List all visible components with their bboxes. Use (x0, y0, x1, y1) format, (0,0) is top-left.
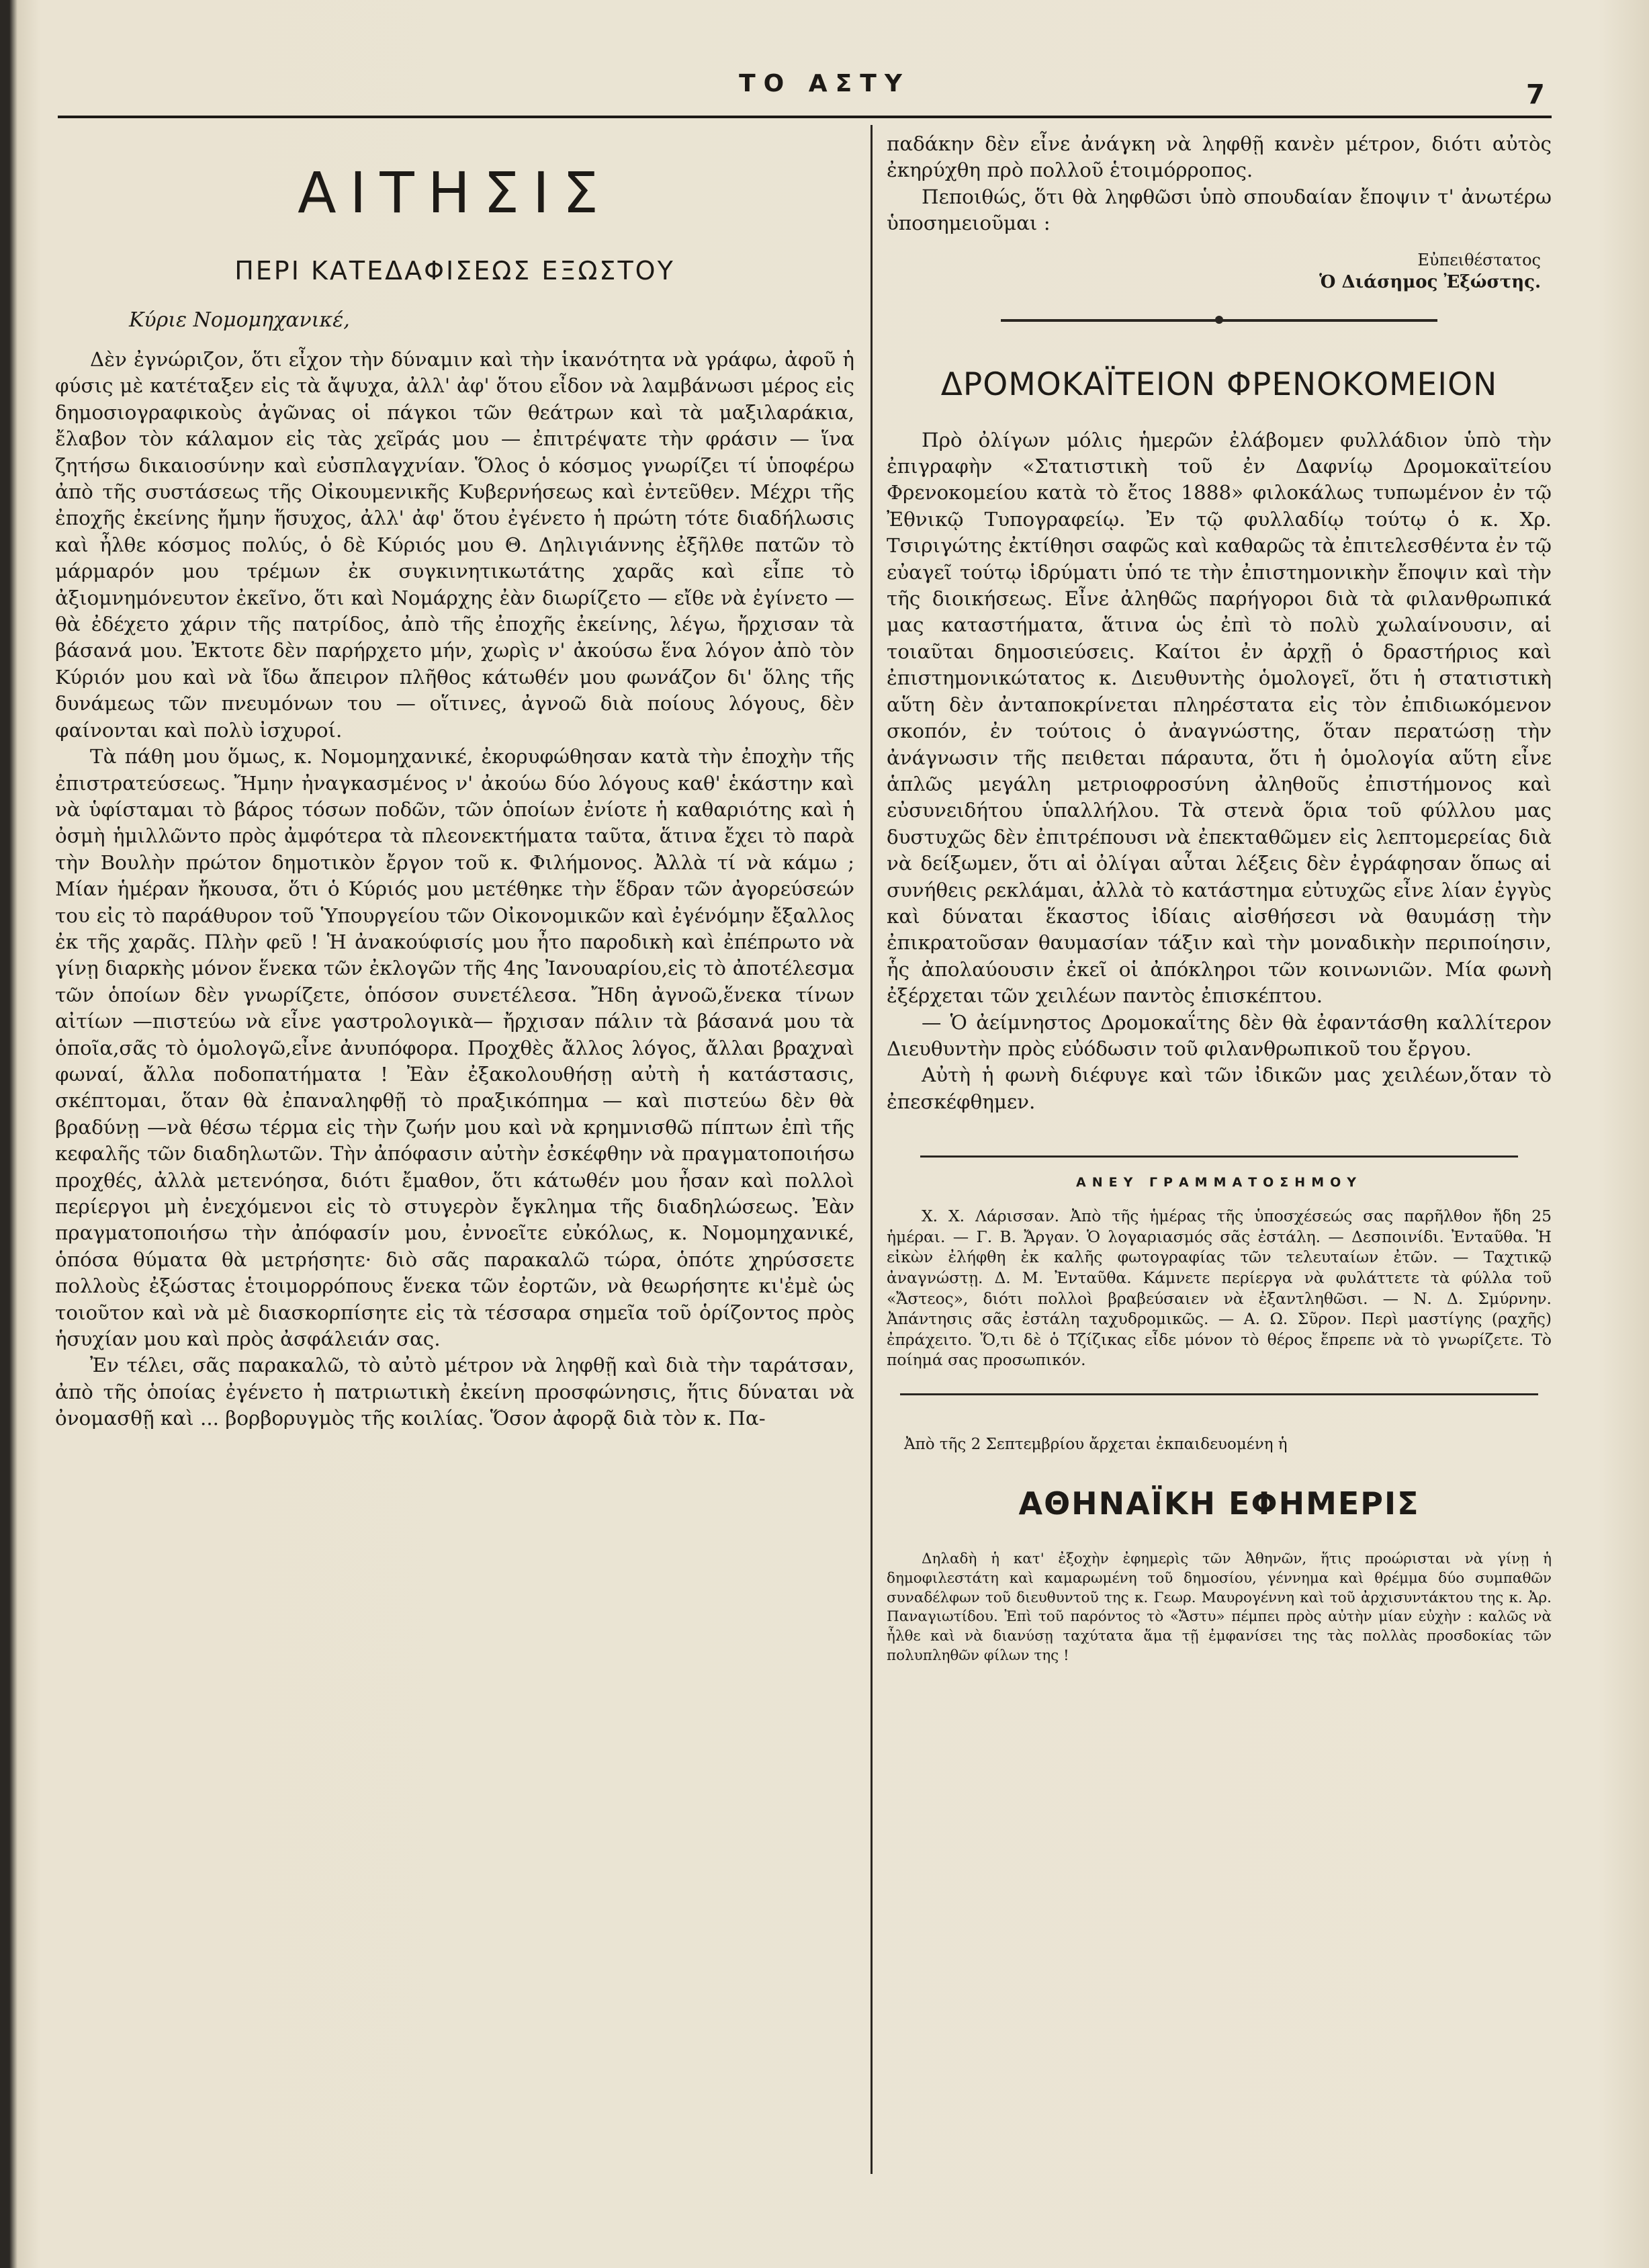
newspaper-ad-text: Δηλαδὴ ἡ κατ' ἐξοχὴν ἐφημερὶς τῶν Ἀθηνῶν, ἥτις προώρισται νὰ γίνῃ ἡ δημοφιλεστάτη καὶ καμαρωμένη τοῦ δημοσίου, γέννημα καὶ θρέμμα δύο συμπαθῶν συναδέλφων τοῦ διευθυντοῦ της κ. Γεωρ. Μαυρογέννη καὶ τοῦ ἀρχισυντάκτου της κ. Ἀρ. Παναγιωτίδου. Ἐπὶ τοῦ παρόντος τὸ «Ἄστυ» πέμπει πρὸς αὐτὴν μίαν εὐχὴν : καλῶς νὰ ἦλθε καὶ νὰ διανύσῃ ταχύτατα ἅμα τῇ ἐμφανίσει της τὰς πολλὰς προσδοκίας τῶν πολυπληθῶν φίλων της ! (887, 1550, 1552, 1664)
running-head: ΤΟ ΑΣΤΥ (739, 70, 910, 97)
header-rule (58, 116, 1552, 118)
signoff-line: Εὐπειθέστατος (1417, 250, 1541, 269)
petition-paragraph: Δὲν ἐγνώριζον, ὅτι εἶχον τὴν δύναμιν καὶ τὴν ἱκανότητα νὰ γράφω, ἀφοῦ ἡ φύσις μὲ κατέταξεν εἰς τὰ ἄψυχα, ἀλλ' ἀφ' ὅτου εἶδον νὰ λαμβάνωσι μέρος εἰς δημοσιογραφικοὺς ἀγῶνας οἱ πάγκοι τῶν θεάτρων καὶ τὰ μαξιλαράκια, ἔλαβον τὸν κάλαμον εἰς τὰς χεῖράς μου — ἐπιτρέψατε τὴν φράσιν — ἵνα ζητήσω δικαιοσύνην καὶ εὐσπλαγχνίαν. Ὅλος ὁ κόσμος γνωρίζει τί ὑποφέρω ἀπὸ τῆς συστάσεως τῆς Οἰκουμενικῆς Κυβερνήσεως καὶ ἐντεῦθεν. Μέχρι τῆς ἐποχῆς ἐκείνης ἤμην ἥσυχος, ἀλλ' ἀφ' ὅτου ἐγένετο ἡ πρώτη τότε διαδήλωσις καὶ ἦλθε κόσμος πολύς, ὁ δὲ Κύριός μου Θ. Δηλιγιάννης ἐξῆλθε πατῶν τὸ μάρμαρόν μου τρέμων ἐκ συγκινητικωτάτης χαρᾶς καὶ εἶπε τὸ ἀξιομνημόνευτον ἐκεῖνο, ὅτι καὶ Νομάρχης ἐὰν διωρίζετο — εἴθε νὰ ἐγίνετο — θὰ ἐδέχετο χάριν τῆς πατρίδος, ἀπὸ τῆς ἐποχῆς ἐκείνης, λέγω, ἤρχισαν τὰ βάσανά μου. Ἐκτοτε δὲν παρήρχετο μήν, χωρὶς ν' ἀκούσω ἕνα λόγον ἀπὸ τὸν Κύριόν μου καὶ νὰ ἴδω ἄπειρον πλῆθος κάτωθέν μου φωνάζον δι' ὅλης τῆς δυνάμεως τῶν πνευμόνων του — οἵτινες, ἀγνοῶ διὰ ποίους λόγους, δὲν φαίνονται καὶ πολὺ ἰσχυροί. (55, 348, 854, 742)
correspondence-text: Χ. Χ. Λάρισσαν. Ἀπὸ τῆς ἡμέρας τῆς ὑποσχέσεώς σας παρῆλθον ἤδη 25 ἡμέραι. — Γ. Β. Ἄργαν. Ὁ λογαριασμός σᾶς ἐστάλη. — Δεσποινίδι. Ἐνταῦθα. Ἡ εἰκὼν ἐλήφθη ἐκ καλῆς φωτογραφίας τῶν τελευταίων ἐτῶν. — Ταχτικῷ ἀναγνώστῃ. Δ. Μ. Ἐνταῦθα. Κάμνετε περίεργα νὰ φυλάττετε τὰ φύλλα τοῦ «Ἄστεος», διότι πολλοὶ βραβεύσαιεν νὰ ἐξαντληθῶσι. — Ν. Δ. Σμύρνην. Ἀπάντησις σᾶς ἐστάλη ταχυδρομικῶς. — Α. Ω. Σῦρον. Περὶ μαστίγης (ραχῆς) ἐπράχειτο. Ὅ,τι δὲ ὁ Τζίζικας εἶδε μόνον τὸ θέρος ἔπρεπε νὰ τὸ γνωρίζετε. Τὸ ποίημά σας προσωπικόν. (887, 1207, 1552, 1370)
column-divider (871, 125, 873, 2174)
page-number: 7 (1526, 79, 1545, 110)
left-column (55, 131, 854, 1432)
signoff-signature: Ὁ Διάσημος Ἐξώστης. (1319, 271, 1541, 292)
asylum-paragraph: Αὐτὴ ἡ φωνὴ διέφυγε καὶ τῶν ἰδικῶν μας χειλέων,ὅταν τὸ ἐπεσκέφθημεν. (887, 1063, 1552, 1113)
section-separator (900, 1393, 1538, 1395)
separator-dot (1215, 316, 1223, 324)
section-separator (1001, 319, 1437, 322)
salutation: Κύριε Νομομηχανικέ, (129, 308, 350, 332)
asylum-paragraph: Πρὸ ὀλίγων μόλις ἡμερῶν ἐλάβομεν φυλλάδιον ὑπὸ τὴν ἐπιγραφὴν «Στατιστικὴ τοῦ ἐν Δαφνίῳ Δρομοκαϊτείου Φρενοκομείου κατὰ τὸ ἔτος 1888» φιλοκάλως τυπωμένον ἐν τῷ Ἐθνικῷ Τυπογραφείῳ. Ἐν τῷ φυλλαδίῳ τούτῳ ὁ κ. Χρ. Τσιριγώτης ἐκτίθησι σαφῶς καὶ καθαρῶς τὰ ἐπιτελεσθέντα ἐν τῷ εὐαγεῖ τούτῳ ἱδρύματι ὑπό τε τὴν ἐπιστημονικὴν ἔποψιν καὶ τὴν τῆς διοικήσεως. Εἶνε ἀληθῶς παρήγοροι διὰ τὰ φιλανθρωπικά μας καταστήματα, ἅτινα ὡς ἐπὶ τὸ πολὺ χωλαίνουσιν, αἱ τοιαῦται δημοσιεύσεις. Καίτοι ἐν ἀρχῇ ὁ δραστήριος καὶ ἐπιστημονικώτατος κ. Διευθυντὴς ὁμολογεῖ, ὅτι ἡ στατιστικὴ αὕτη δὲν ἀνταποκρίνεται πληρέστατα εἰς τὸν ἐπιδιωκόμενον σκοπόν, ἐν τούτοις ὁ ἀναγνώστης, ὅταν περατώσῃ τὴν ἀνάγνωσιν τῆς πειθεται πάραυτα, ὅτι ἡ ὁμολογία αὕτη εἶνε ἁπλῶς μεγάλη μετριοφροσύνη ἀληθοῦς ἐπιστήμονος καὶ εὐσυνειδήτου ὑπαλλήλου. Τὰ στενὰ ὅρια τοῦ φύλλου μας δυστυχῶς δὲν ἐπιτρέπουσι νὰ ἐπεκταθῶμεν εἰς λεπτομερείας διὰ νὰ δείξωμεν, ὅτι αἱ ὀλίγαι αὗται λέξεις δὲν ἐγράφησαν ὅπως αἱ συνήθεις ρεκλάμαι, ἀλλὰ τὸ κατάστημα εὐτυχῶς εἶνε λίαν ἐγγὺς καὶ δύναται ἕκαστος ἰδίαις αἰσθήσεσι νὰ θαυμάσῃ τὴν ἐπικρατοῦσαν θαυμασίαν τάξιν καὶ τὴν μοναδικὴν περιποίησιν, ἧς ἀπολαύουσιν ἐκεῖ οἱ ἀπόκληροι τῶν κοινωνιῶν. Μία φωνὴ ἐξέρχεται τῶν χειλέων παντὸς ἐπισκέπτου. (887, 428, 1552, 1008)
asylum-paragraph: — Ὁ ἀείμνηστος Δρομοκαΐτης δὲν θὰ ἐφαντάσθη καλλίτερον Διευθυντὴν πρὸς εὐόδωσιν τοῦ φιλανθρωπικοῦ του ἔργου. (887, 1010, 1552, 1060)
petition-title: ΑΙΤΗΣΙΣ (298, 160, 612, 226)
announcement-line: Ἀπὸ τῆς 2 Σεπτεμβρίου ἄρχεται ἐκπαιδευομένη ἡ (904, 1435, 1288, 1453)
correspondence-heading: ΑΝΕΥ ΓΡΑΜΜΑΤΟΣΗΜΟΥ (1075, 1175, 1363, 1190)
right-column (887, 131, 1552, 1666)
continued-paragraph: παδάκην δὲν εἶνε ἀνάγκη νὰ ληφθῇ κανὲν μέτρον, διότι αὐτὸς ἐκηρύχθη πρὸ πολλοῦ ἑτοιμόρροπος. (887, 132, 1552, 182)
petition-paragraph: Τὰ πάθη μου ὅμως, κ. Νομομηχανικέ, ἐκορυφώθησαν κατὰ τὴν ἐποχὴν τῆς ἐπιστρατεύσεως. Ἤμην ἠναγκασμένος ν' ἀκούω δύο λόγους καθ' ἑκάστην καὶ νὰ ὑφίσταμαι τὸ βάρος τόσων ποδῶν, τῶν ὁποίων ἐνίοτε ἡ καθαριότης καὶ ἡ ὀσμὴ ἡμιλλῶντο πρὸς ἀμφότερα τὰ πλεονεκτήματα ταῦτα, ἅτινα ἔχει τὸ παρὰ τὴν Βουλὴν πρώτον δημοτικὸν ἔργον τοῦ κ. Φιλήμονος. Ἀλλὰ τί νὰ κάμω ; Μίαν ἡμέραν ἤκουσα, ὅτι ὁ Κύριός μου μετέθηκε τὴν ἕδραν τῶν ἀγορεύσεών του εἰς τὸ παράθυρον τοῦ Ὑπουργείου τῶν Οἰκονομικῶν καὶ ἐγένόμην ἔξαλλος ἐκ τῆς χαρᾶς. Πλὴν φεῦ ! Ἡ ἀνακούφισίς μου ἦτο παροδικὴ καὶ ἐπέπρωτο νὰ γίνῃ διαρκὴς μόνον ἕνεκα τῶν ἐκλογῶν τῆς 4ης Ἰανουαρίου,εἰς τὸ ἀποτέλεσμα τῶν ὁποίων δὲν γνωρίζετε, ὁπόσον συνετέλεσα. Ἤδη ἀγνοῶ,ἕνεκα τίνων αἰτίων —πιστεύω νὰ εἶνε γαστρολογικὰ— ἤρχισαν πάλιν τὰ βάσανά μου τὰ ὁποῖα,σᾶς τὸ ὁμολογῶ,εἶνε ἀνυπόφορα. Προχθὲς ἄλλος λόγος, ἄλλαι βραχναὶ φωναί, ἄλλα ποδοπατήματα ! Ἐὰν ἐξακολουθήσῃ αὐτὴ ἡ κατάστασις, σκέπτομαι, ὅταν θὰ ἐπαναληφθῇ τὸ πραξικόπημα — καὶ πιστεύω δὲν θὰ βραδύνῃ —νὰ θέσω τέρμα εἰς τὴν ζωήν μου καὶ νὰ κρημνισθῶ πίπτων ἐπὶ τῆς κεφαλῆς τῶν διαδηλωτῶν. Τὴν ἀπόφασιν αὐτὴν ἐσκέφθην νὰ πραγματοποιήσω προχθές, ἀλλὰ μετενόησα, διότι ἔμαθον, ὅτι κάτωθέν μου ἦσαν καὶ πολλοὶ περίεργοι μὴ ἐνεχόμενοι εἰς τὸ στυγερὸν ἔγκλημα τῆς διαδηλώσεως. Ἐὰν πραγματοποιήσω τὴν ἀπόφασίν μου, ἐννοεῖτε εὐκόλως, κ. Νομομηχανικέ, ὁπόσα θύματα θὰ μετρήσητε· διὸ σᾶς παρακαλῶ τώρα, ὁπότε χηρύσσετε πολλοὺς ἐξώστας ἑτοιμορρόπους ἕνεκα τῶν ἐορτῶν, νὰ θεωρήσητε κι'ἐμὲ ὡς τοιοῦτον καὶ νὰ μὲ διασκορπίσητε εἰς τὰ τέσσαρα σημεῖα τοῦ ὁρίζοντος πρὸς ἡσυχίαν μου καὶ πρὸς ἀσφάλειάν σας. (55, 745, 854, 1351)
continued-paragraph: Πεποιθώς, ὅτι θὰ ληφθῶσι ὑπὸ σπουδαίαν ἔποψιν τ' ἀνωτέρω ὑποσημειοῦμαι : (887, 185, 1552, 235)
petition-subtitle: ΠΕΡΙ ΚΑΤΕΔΑΦΙΣΕΩΣ ΕΞΩΣΤΟΥ (234, 256, 675, 286)
section-separator (920, 1155, 1518, 1158)
petition-paragraph: Ἐν τέλει, σᾶς παρακαλῶ, τὸ αὐτὸ μέτρον νὰ ληφθῇ καὶ διὰ τὴν ταράτσαν, ἀπὸ τῆς ὁποίας ἐγένετο ἡ πατριωτικὴ ἐκείνη προσφώνησις, ἥτις δύναται νὰ ὀνομασθῇ καὶ ... βορβορυγμὸς τῆς κοιλίας. Ὅσον ἀφορᾷ διὰ τὸν κ. Πα- (55, 1354, 854, 1430)
newspaper-ad-title: ΑΘΗΝΑΪΚΗ ΕΦΗΜΕΡΙΣ (1018, 1485, 1420, 1522)
asylum-article-title: ΔΡΟΜΟΚΑΪΤΕΙΟΝ ΦΡΕΝΟΚΟΜΕΙΟΝ (940, 365, 1498, 403)
